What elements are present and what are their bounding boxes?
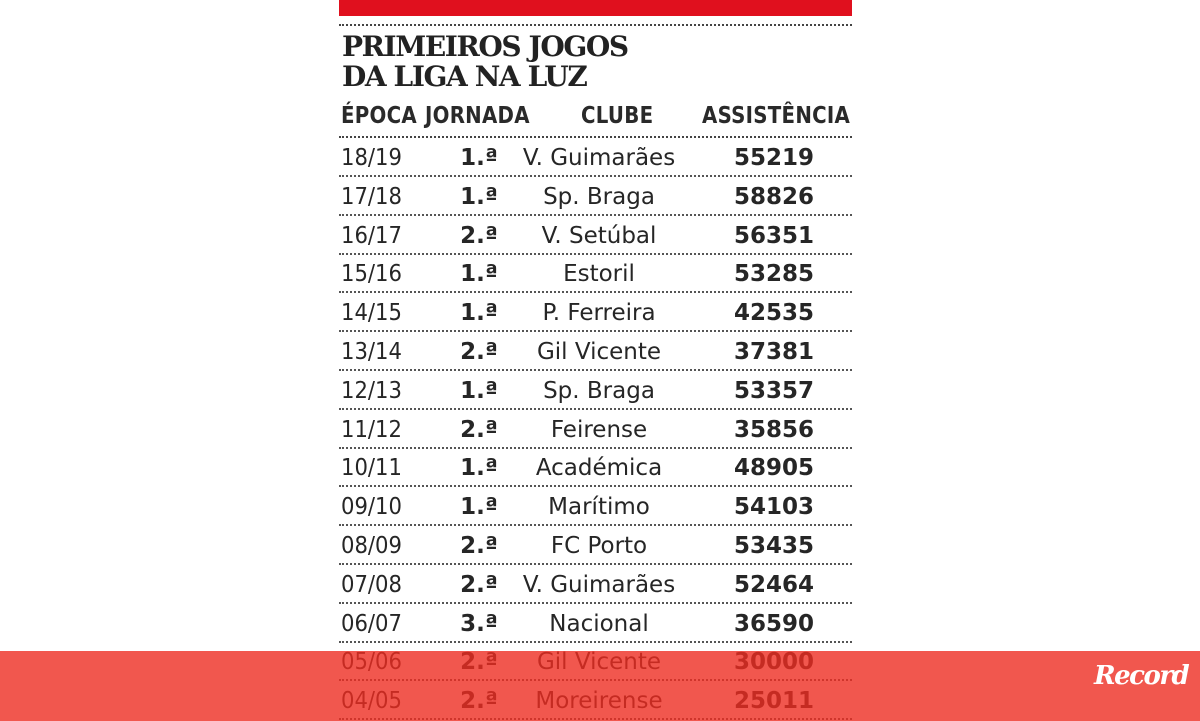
table-row	[339, 372, 852, 410]
season-cell: 16/17	[341, 222, 402, 249]
row-dotted-divider	[339, 602, 852, 604]
round-cell: 2.ª	[460, 416, 498, 443]
table-row	[339, 566, 852, 604]
round-cell: 2.ª	[460, 222, 498, 249]
attendance-cell: 52464	[733, 571, 815, 598]
row-dotted-divider	[339, 253, 852, 255]
row-dotted-divider	[339, 291, 852, 293]
club-cell: Marítimo	[548, 494, 650, 521]
club-cell: V. Guimarães	[522, 571, 676, 598]
header-round: JORNADA	[425, 103, 530, 129]
header-attendance: ASSISTÊNCIA	[702, 103, 851, 129]
row-dotted-divider	[339, 447, 852, 449]
table-row	[339, 178, 852, 216]
round-cell: 1.ª	[460, 455, 498, 482]
table-row	[339, 488, 852, 526]
attendance-cell: 53285	[733, 261, 815, 288]
season-cell: 06/07	[341, 610, 402, 637]
row-dotted-divider	[339, 641, 852, 643]
attendance-cell: 35856	[733, 416, 815, 443]
row-dotted-divider	[339, 214, 852, 216]
club-cell: V. Setúbal	[541, 222, 657, 249]
club-cell: Feirense	[550, 416, 648, 443]
header-dotted-divider	[339, 136, 852, 138]
attendance-cell: 54103	[733, 494, 815, 521]
row-dotted-divider	[339, 175, 852, 177]
round-cell: 1.ª	[460, 494, 498, 521]
attendance-cell: 56351	[733, 222, 815, 249]
season-cell: 15/16	[341, 261, 402, 288]
record-logo: Record	[1094, 661, 1189, 691]
attendance-table-panel	[339, 0, 852, 721]
top-dotted-divider	[339, 24, 852, 26]
round-cell: 1.ª	[460, 300, 498, 327]
table-row	[339, 605, 852, 643]
season-cell: 07/08	[341, 571, 402, 598]
row-dotted-divider	[339, 563, 852, 565]
club-cell: Nacional	[549, 610, 649, 637]
attendance-cell: 58826	[733, 183, 815, 210]
table-row	[339, 333, 852, 371]
table-row	[339, 527, 852, 565]
table-row	[339, 139, 852, 177]
season-cell: 13/14	[341, 339, 402, 365]
season-cell: 14/15	[341, 300, 402, 327]
table-row	[339, 255, 852, 293]
round-cell: 1.ª	[460, 377, 498, 404]
club-cell: Estoril	[563, 261, 635, 288]
attendance-cell: 36590	[733, 610, 815, 637]
round-cell: 2.ª	[460, 533, 498, 559]
attendance-cell: 48905	[733, 455, 815, 482]
season-cell: 12/13	[341, 377, 402, 404]
attendance-cell: 42535	[733, 300, 815, 327]
top-red-bar	[339, 0, 852, 16]
round-cell: 2.ª	[460, 339, 498, 365]
table-row	[339, 217, 852, 255]
season-cell: 09/10	[341, 494, 402, 521]
table-title: PRIMEIROS JOGOS DA LIGA NA LUZ	[342, 30, 628, 93]
bottom-red-overlay	[0, 651, 1200, 721]
attendance-cell: 53435	[733, 533, 815, 559]
club-cell: P. Ferreira	[542, 300, 656, 327]
club-cell: V. Guimarães	[522, 145, 676, 171]
club-cell: FC Porto	[550, 533, 648, 559]
row-dotted-divider	[339, 485, 852, 487]
club-cell: Sp. Braga	[543, 183, 655, 210]
table-row	[339, 411, 852, 449]
table-row	[339, 449, 852, 487]
row-dotted-divider	[339, 408, 852, 410]
round-cell: 2.ª	[460, 571, 498, 598]
club-cell: Gil Vicente	[536, 339, 662, 365]
attendance-cell: 37381	[733, 339, 815, 365]
round-cell: 3.ª	[460, 610, 498, 637]
club-cell: Sp. Braga	[543, 377, 655, 404]
attendance-cell: 55219	[733, 145, 815, 171]
header-club: CLUBE	[581, 103, 654, 129]
season-cell: 17/18	[341, 183, 402, 210]
row-dotted-divider	[339, 524, 852, 526]
attendance-cell: 53357	[733, 377, 815, 404]
round-cell: 1.ª	[460, 183, 498, 210]
row-dotted-divider	[339, 330, 852, 332]
season-cell: 11/12	[341, 416, 402, 443]
round-cell: 1.ª	[460, 261, 498, 288]
season-cell: 10/11	[341, 455, 402, 482]
season-cell: 18/19	[341, 145, 402, 171]
table-row	[339, 294, 852, 332]
season-cell: 08/09	[341, 533, 402, 559]
row-dotted-divider	[339, 369, 852, 371]
header-season: ÉPOCA	[341, 103, 417, 129]
club-cell: Académica	[535, 455, 663, 482]
round-cell: 1.ª	[460, 145, 498, 171]
